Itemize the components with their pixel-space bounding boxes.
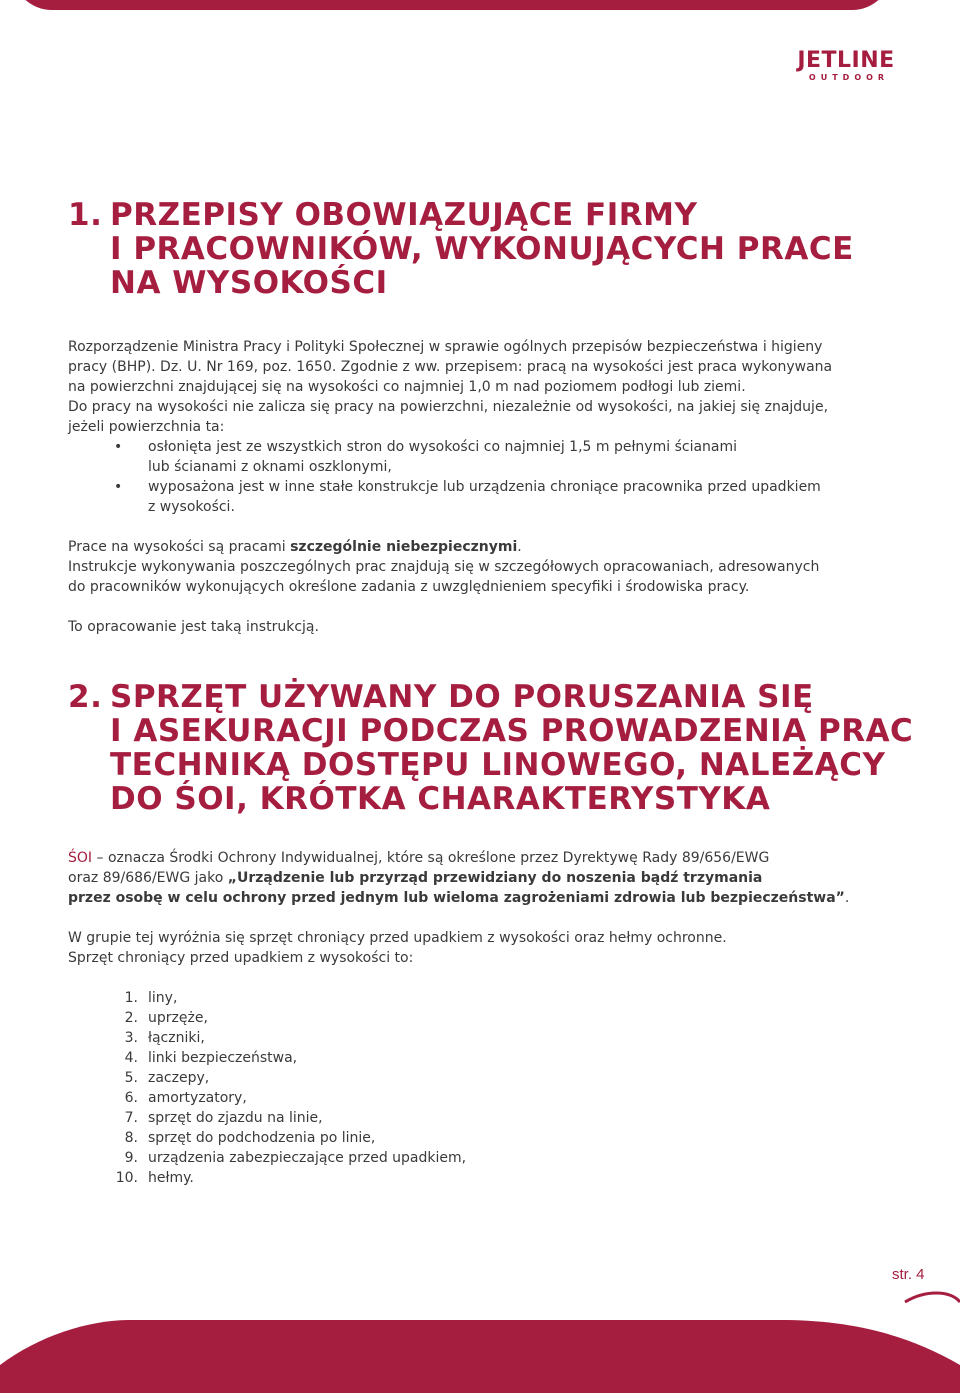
bullet-item-line: wyposażona jest w inne stałe konstrukcje lub urządzenia chroniące pracownika przed upadkiem xyxy=(148,479,821,495)
list-item-text: amortyzatory, xyxy=(148,1090,247,1106)
logo-wordmark: JETLINE xyxy=(797,48,895,73)
bullet-item-line: lub ścianami z oknami oszklonymi, xyxy=(148,459,392,475)
danger-statement xyxy=(68,537,898,557)
group-line-2: Sprzęt chroniący przed upadkiem z wysokości to: xyxy=(68,950,414,966)
page-number: str. 4 xyxy=(892,1266,925,1283)
section-2-title-line-4: DO ŚOI, KRÓTKA CHARAKTERYSTYKA xyxy=(110,781,771,817)
section-1-heading xyxy=(68,198,854,300)
list-item xyxy=(68,1088,898,1108)
section-2-title-line-1: SPRZĘT UŻYWANY DO PORUSZANIA SIĘ xyxy=(110,679,814,715)
logo-subtitle: OUTDOOR xyxy=(808,73,890,82)
list-item-number: 3. xyxy=(124,1030,138,1046)
list-item xyxy=(68,1028,898,1048)
list-item-number: 10. xyxy=(115,1170,138,1186)
bullet-item-line: osłonięta jest ze wszystkich stron do wysokości co najmniej 1,5 m pełnymi ścianami xyxy=(148,439,738,455)
section-2-body xyxy=(68,848,898,1188)
regulation-line-1: Rozporządzenie Ministra Pracy i Polityki Społecznej w sprawie ogólnych przepisów bezpieczeństwa i higieny xyxy=(68,339,823,355)
list-item xyxy=(68,1008,898,1028)
danger-prefix: Prace na wysokości są pracami xyxy=(68,539,291,555)
bullet-item xyxy=(68,477,898,517)
danger-suffix: . xyxy=(517,539,522,555)
section-1-number: 1. xyxy=(68,197,103,233)
list-item-text: łączniki, xyxy=(148,1030,205,1046)
list-item-number: 1. xyxy=(124,990,138,1006)
list-item xyxy=(68,1108,898,1128)
section-2-number: 2. xyxy=(68,679,103,715)
list-item-number: 9. xyxy=(124,1150,138,1166)
list-item-text: liny, xyxy=(148,990,178,1006)
danger-emphasis: szczególnie niebezpiecznymi xyxy=(290,539,518,555)
jetline-logo xyxy=(790,50,902,83)
exclusion-line-1: Do pracy na wysokości nie zalicza się pracy na powierzchni, niezależnie od wysokości, na jakiej się znajduje, xyxy=(68,399,829,415)
exclusion-line-2: jeżeli powierzchnia ta: xyxy=(68,419,225,435)
top-decorative-bar xyxy=(12,0,892,10)
soi-line2-prefix: oraz 89/686/EWG jako xyxy=(68,870,228,886)
list-item-text: uprzęże, xyxy=(148,1010,208,1026)
section-1-title-line-2: I PRACOWNIKÓW, WYKONUJĄCYCH PRACE xyxy=(110,231,854,267)
list-item xyxy=(68,1128,898,1148)
section-2-title-line-3: TECHNIKĄ DOSTĘPU LINOWEGO, NALEŻĄCY xyxy=(110,747,886,783)
soi-quote-line-2: przez osobę w celu ochrony przed jednym lub wieloma zagrożeniami zdrowia lub bezpieczeństwa” xyxy=(68,890,845,906)
section-1-title-line-1: PRZEPISY OBOWIĄZUJĄCE FIRMY xyxy=(110,197,698,233)
bottom-decorative-wave xyxy=(0,1280,960,1393)
list-item-number: 2. xyxy=(124,1010,138,1026)
soi-end: . xyxy=(844,890,850,906)
list-item-number: 4. xyxy=(124,1050,138,1066)
list-item-text: sprzęt do zjazdu na linie, xyxy=(148,1110,323,1126)
list-item-text: sprzęt do podchodzenia po linie, xyxy=(148,1130,376,1146)
list-item-text: hełmy. xyxy=(148,1170,194,1186)
instructions-line-2: do pracowników wykonujących określone zadania z uwzględnieniem specyfiki i środowiska pracy. xyxy=(68,579,750,595)
soi-definition-text: – oznacza Środki Ochrony Indywidualnej, które są określone przez Dyrektywę Rady 89/656/EWG xyxy=(92,850,770,866)
bullet-icon: • xyxy=(114,439,123,455)
section-2-heading xyxy=(68,680,913,816)
list-item-number: 6. xyxy=(124,1090,138,1106)
section-1-body xyxy=(68,337,898,637)
soi-definition-line-1 xyxy=(68,848,898,868)
list-item-text: linki bezpieczeństwa, xyxy=(148,1050,298,1066)
bullet-item-line: z wysokości. xyxy=(148,499,235,515)
list-item xyxy=(68,1048,898,1068)
list-item-number: 7. xyxy=(124,1110,138,1126)
list-item xyxy=(68,1148,898,1168)
soi-term: ŚOI xyxy=(68,850,93,866)
regulation-line-3: na powierzchni znajdującej się na wysokości co najmniej 1,0 m nad poziomem podłogi lub ziemi. xyxy=(68,379,746,395)
regulation-line-2: pracy (BHP). Dz. U. Nr 169, poz. 1650. Zgodnie z ww. przepisem: pracą na wysokości jest praca wykonywana xyxy=(68,359,833,375)
soi-definition-line-2 xyxy=(68,868,898,888)
soi-quote-line-1: „Urządzenie lub przyrząd przewidziany do noszenia bądź trzymania xyxy=(227,870,763,886)
list-item-text: zaczepy, xyxy=(148,1070,210,1086)
list-item xyxy=(68,1168,898,1188)
instructions-line-1: Instrukcje wykonywania poszczególnych prac znajdują się w szczegółowych opracowaniach, adresowanych xyxy=(68,559,820,575)
list-item-number: 8. xyxy=(124,1130,138,1146)
group-line-1: W grupie tej wyróżnia się sprzęt chroniący przed upadkiem z wysokości oraz hełmy ochronne. xyxy=(68,930,727,946)
soi-definition-line-3 xyxy=(68,888,898,908)
equipment-list xyxy=(68,988,898,1188)
list-item-text: urządzenia zabezpieczające przed upadkiem, xyxy=(148,1150,467,1166)
section-2-title-line-2: I ASEKURACJI PODCZAS PROWADZENIA PRAC xyxy=(110,713,914,749)
section-1-title-line-3: NA WYSOKOŚCI xyxy=(110,265,388,301)
bullet-icon: • xyxy=(114,479,123,495)
list-item xyxy=(68,988,898,1008)
list-item xyxy=(68,1068,898,1088)
bullet-item xyxy=(68,437,898,477)
exclusion-bullet-list xyxy=(68,437,898,517)
list-item-number: 5. xyxy=(124,1070,138,1086)
closing-statement: To opracowanie jest taką instrukcją. xyxy=(68,619,319,635)
